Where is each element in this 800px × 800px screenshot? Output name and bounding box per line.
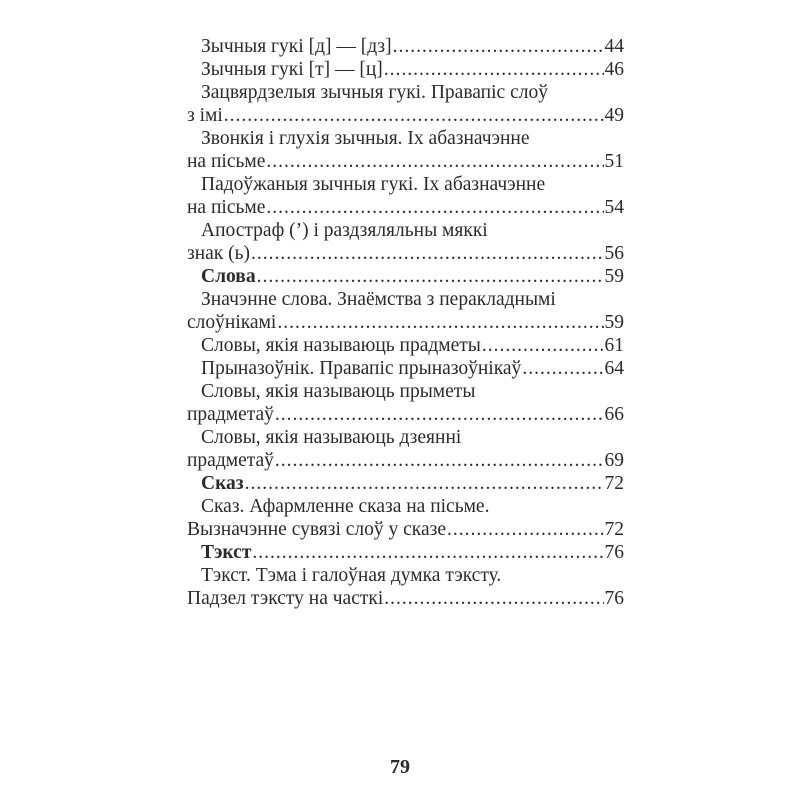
toc-page-number: 46 bbox=[604, 59, 624, 80]
toc-entry-text: прадметаў bbox=[187, 450, 274, 471]
toc-page-number: 72 bbox=[604, 473, 624, 494]
toc-entry-title: Тэкст. Тэма і галоўная думка тэксту. bbox=[201, 565, 502, 586]
leader-dots bbox=[384, 587, 603, 610]
toc-page-number: 59 bbox=[604, 312, 624, 333]
toc-entry bbox=[187, 357, 624, 380]
toc-entry bbox=[187, 403, 624, 426]
leader-dots bbox=[245, 472, 604, 495]
leader-dots bbox=[384, 58, 604, 81]
leader-dots bbox=[277, 311, 603, 334]
toc-entry-text: Вызначэнне сувязі слоў у сказе bbox=[187, 519, 446, 540]
toc-entry bbox=[187, 242, 624, 265]
table-of-contents bbox=[187, 35, 624, 610]
toc-entry bbox=[187, 265, 624, 288]
leader-dots bbox=[251, 242, 603, 265]
toc-page-number: 72 bbox=[604, 519, 624, 540]
toc-section-heading: Слова bbox=[201, 266, 256, 287]
toc-entry bbox=[187, 518, 624, 541]
toc-section-heading: Сказ bbox=[201, 473, 244, 494]
toc-entry-text: прадметаў bbox=[187, 404, 274, 425]
toc-entry-title: Значэнне слова. Знаёмства з перакладнымі bbox=[201, 289, 556, 310]
toc-entry bbox=[187, 449, 624, 472]
toc-entry-text: Зычныя гукі [д] — [дз] bbox=[201, 36, 392, 57]
toc-entry-text: на пісьме bbox=[187, 151, 266, 172]
toc-entry-text: Зычныя гукі [т] — [ц] bbox=[201, 59, 383, 80]
toc-entry bbox=[187, 35, 624, 58]
toc-entry bbox=[187, 150, 624, 173]
toc-entry-title-line bbox=[187, 127, 624, 150]
toc-entry-text: Словы, якія называюць прадметы bbox=[201, 335, 481, 356]
toc-entry bbox=[187, 311, 624, 334]
toc-entry-title-line bbox=[187, 173, 624, 196]
leader-dots bbox=[257, 265, 604, 288]
toc-entry-text: Падзел тэксту на часткі bbox=[187, 588, 384, 609]
leader-dots bbox=[522, 357, 603, 380]
toc-entry bbox=[187, 196, 624, 219]
toc-entry-text: знак (ь) bbox=[187, 243, 251, 264]
toc-page-number: 56 bbox=[604, 243, 624, 264]
toc-entry bbox=[187, 472, 624, 495]
toc-page-number: 44 bbox=[604, 36, 624, 57]
toc-entry-title-line bbox=[187, 219, 624, 242]
toc-entry-text: Прыназоўнік. Правапіс прыназоўнікаў bbox=[201, 358, 522, 379]
leader-dots bbox=[275, 449, 604, 472]
leader-dots bbox=[393, 35, 604, 58]
toc-entry-text: з імі bbox=[187, 105, 223, 126]
toc-entry-title-line bbox=[187, 426, 624, 449]
toc-entry-title-line bbox=[187, 495, 624, 518]
toc-page-number: 54 bbox=[604, 197, 624, 218]
toc-entry-title-line bbox=[187, 81, 624, 104]
toc-entry bbox=[187, 541, 624, 564]
toc-entry-title: Апостраф (’) і раздзяляльны мяккі bbox=[201, 220, 488, 241]
toc-section-heading: Тэкст bbox=[201, 542, 252, 563]
leader-dots bbox=[252, 541, 603, 564]
toc-page-number: 51 bbox=[604, 151, 624, 172]
toc-entry bbox=[187, 104, 624, 127]
toc-entry-title-line bbox=[187, 564, 624, 587]
toc-page-number: 61 bbox=[604, 335, 624, 356]
toc-entry-title: Звонкія і глухія зычныя. Іх абазначэнне bbox=[201, 128, 530, 149]
page-number: 79 bbox=[390, 756, 410, 778]
leader-dots bbox=[275, 403, 604, 426]
toc-entry-title: Словы, якія называюць дзеянні bbox=[201, 427, 462, 448]
toc-entry-text: слоўнікамі bbox=[187, 312, 277, 333]
toc-entry bbox=[187, 58, 624, 81]
toc-entry bbox=[187, 334, 624, 357]
leader-dots bbox=[482, 334, 604, 357]
leader-dots bbox=[447, 518, 604, 541]
toc-page-number: 69 bbox=[604, 450, 624, 471]
toc-entry-text: на пісьме bbox=[187, 197, 266, 218]
leader-dots bbox=[224, 104, 604, 127]
toc-entry-title: Падоўжаныя зычныя гукі. Іх абазначэнне bbox=[201, 174, 546, 195]
toc-page-number: 66 bbox=[604, 404, 624, 425]
leader-dots bbox=[266, 150, 603, 173]
toc-page-number: 76 bbox=[604, 542, 624, 563]
toc-page-number: 64 bbox=[604, 358, 624, 379]
toc-entry-title: Сказ. Афармленне сказа на пісьме. bbox=[201, 496, 490, 517]
toc-entry-title-line bbox=[187, 288, 624, 311]
toc-page-number: 59 bbox=[604, 266, 624, 287]
toc-entry-title-line bbox=[187, 380, 624, 403]
toc-entry bbox=[187, 587, 624, 610]
toc-page-number: 49 bbox=[604, 105, 624, 126]
toc-entry-title: Зацвярдзелыя зычныя гукі. Правапіс слоў bbox=[201, 82, 548, 103]
leader-dots bbox=[266, 196, 603, 219]
toc-page-number: 76 bbox=[604, 588, 624, 609]
toc-entry-title: Словы, якія называюць прыметы bbox=[201, 381, 476, 402]
